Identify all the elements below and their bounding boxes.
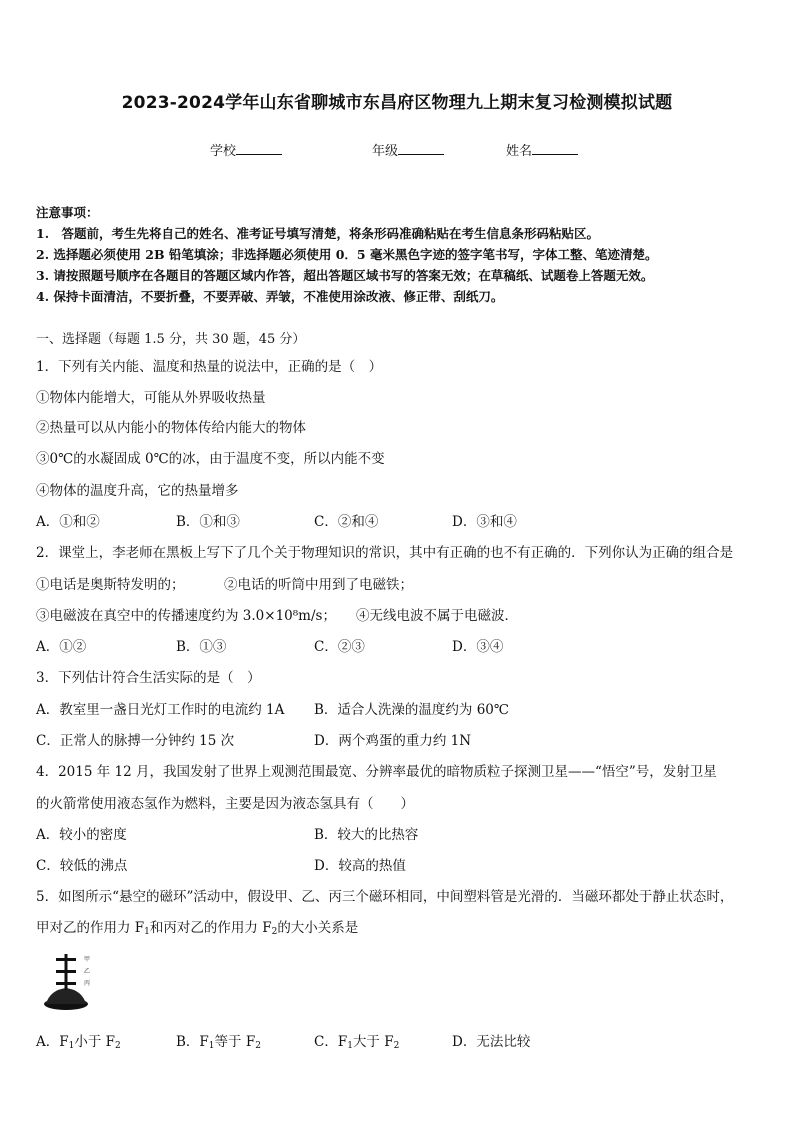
question-4-stem-continued: 的火箭常使用液态氢作为燃料，主要是因为液态氢具有（ ） [36,796,414,812]
question-4-option-c: C．较低的沸点 [36,858,128,874]
notice-heading: 注意事项： [36,205,99,220]
question-5-option-a: A．$F_1$小于 $F_2$ [36,1034,121,1051]
grade-blank [398,142,444,155]
label-bing: 丙 [84,980,91,987]
question-5-option-b: B．$F_1$等于 $F_2$ [176,1034,261,1051]
suspended-magnet-rings-figure [40,948,100,1014]
question-2-option-a: A．①② [36,639,87,655]
question-1-option-a: A．①和② [36,514,100,530]
label-jia: 甲 [84,956,91,963]
notice-item: 3. 请按照题号顺序在各题目的答题区域内作答，超出答题区域书写的答案无效；在草稿纸、试题卷上答题无效。 [36,268,654,283]
school-label: 学校 [210,144,237,159]
name-blank [532,142,578,155]
grade-field [372,140,444,159]
question-1-statement: ②热量可以从内能小的物体传给内能大的物体 [36,420,306,436]
question-5-option-d: D．无法比较 [452,1034,531,1050]
question-1-stem: 1．下列有关内能、温度和热量的说法中，正确的是（ ） [36,359,383,375]
school-blank [236,142,282,155]
question-2-option-c: C．②③ [314,639,365,655]
section-heading: 一、选择题（每题 1.5 分，共 30 题，45 分） [36,332,306,347]
question-3-stem: 3．下列估计符合生活实际的是（ ） [36,670,261,686]
ring-bing [56,982,76,985]
question-5-option-c: C．$F_1$大于 $F_2$ [314,1034,400,1051]
grade-label: 年级 [372,144,399,159]
question-3-option-a: A．教室里一盏日光灯工作时的电流约 1A [36,702,285,718]
figure-base-dome [46,988,86,1004]
question-3-option-b: B．适合人洗澡的温度约为 60℃ [314,702,509,718]
question-4-option-d: D．较高的热值 [314,858,406,874]
question-5-stem: 5．如图所示“悬空的磁环”活动中，假设甲、乙、丙三个磁环相同，中间塑料管是光滑的．当磁环都处于静止状态时， [36,889,734,905]
notice-item: 2. 选择题必须使用 2B 铅笔填涂；非选择题必须使用 0．5 毫米黑色字迹的签字笔书写，字体工整、笔迹清楚。 [36,247,658,262]
question-1-option-b: B．①和③ [176,514,240,530]
question-1-option-c: C．②和④ [314,514,379,530]
question-2-statement: ③电磁波在真空中的传播速度约为 3.0×10⁸m/s； [36,608,336,624]
question-4-stem: 4．2015 年 12 月，我国发射了世界上观测范围最宽、分辨率最优的暗物质粒子探测卫星——“悟空”号，发射卫星 [36,764,717,780]
ring-yi [56,970,76,973]
notice-item: 4. 保持卡面清洁，不要折叠，不要弄破、弄皱，不准使用涂改液、修正带、刮纸刀。 [36,289,504,304]
question-3-option-c: C．正常人的脉搏一分钟约 15 次 [36,733,235,749]
question-2-statement: ④无线电波不属于电磁波． [356,608,518,624]
question-5-stem-continued: 甲对乙的作用力 $F_1$和丙对乙的作用力 $F_2$的大小关系是 [36,920,359,937]
name-label: 姓名 [506,144,533,159]
question-4-option-b: B．较大的比热容 [314,827,419,843]
question-1-statement: ④物体的温度升高，它的热量增多 [36,483,239,499]
question-2-statement: ①电话是奥斯特发明的； [36,577,185,593]
question-2-option-d: D．③④ [452,639,504,655]
question-3-option-d: D．两个鸡蛋的重力约 1N [314,733,472,749]
ring-jia [56,958,76,961]
question-2-stem: 2．课堂上，李老师在黑板上写下了几个关于物理知识的常识，其中有正确的也不有正确的．下列你认为正确的组合是 [36,545,734,561]
notice-item: 1. 答题前，考生先将自己的姓名、准考证号填写清楚，将条形码准确粘贴在考生信息条形码粘贴区。 [36,226,600,241]
school-field [210,140,282,159]
question-1-statement: ③0℃的水凝固成 0℃的冰，由于温度不变，所以内能不变 [36,451,385,467]
question-4-option-a: A．较小的密度 [36,827,127,843]
question-2-option-b: B．①③ [176,639,227,655]
label-yi: 乙 [84,968,91,975]
page-title: 2023-2024学年山东省聊城市东昌府区物理九上期末复习检测模拟试题 [121,93,673,113]
question-2-statement: ②电话的听筒中用到了电磁铁； [224,577,413,593]
name-field [506,140,578,159]
question-1-statement: ①物体内能增大，可能从外界吸收热量 [36,390,266,406]
question-1-option-d: D．③和④ [452,514,517,530]
